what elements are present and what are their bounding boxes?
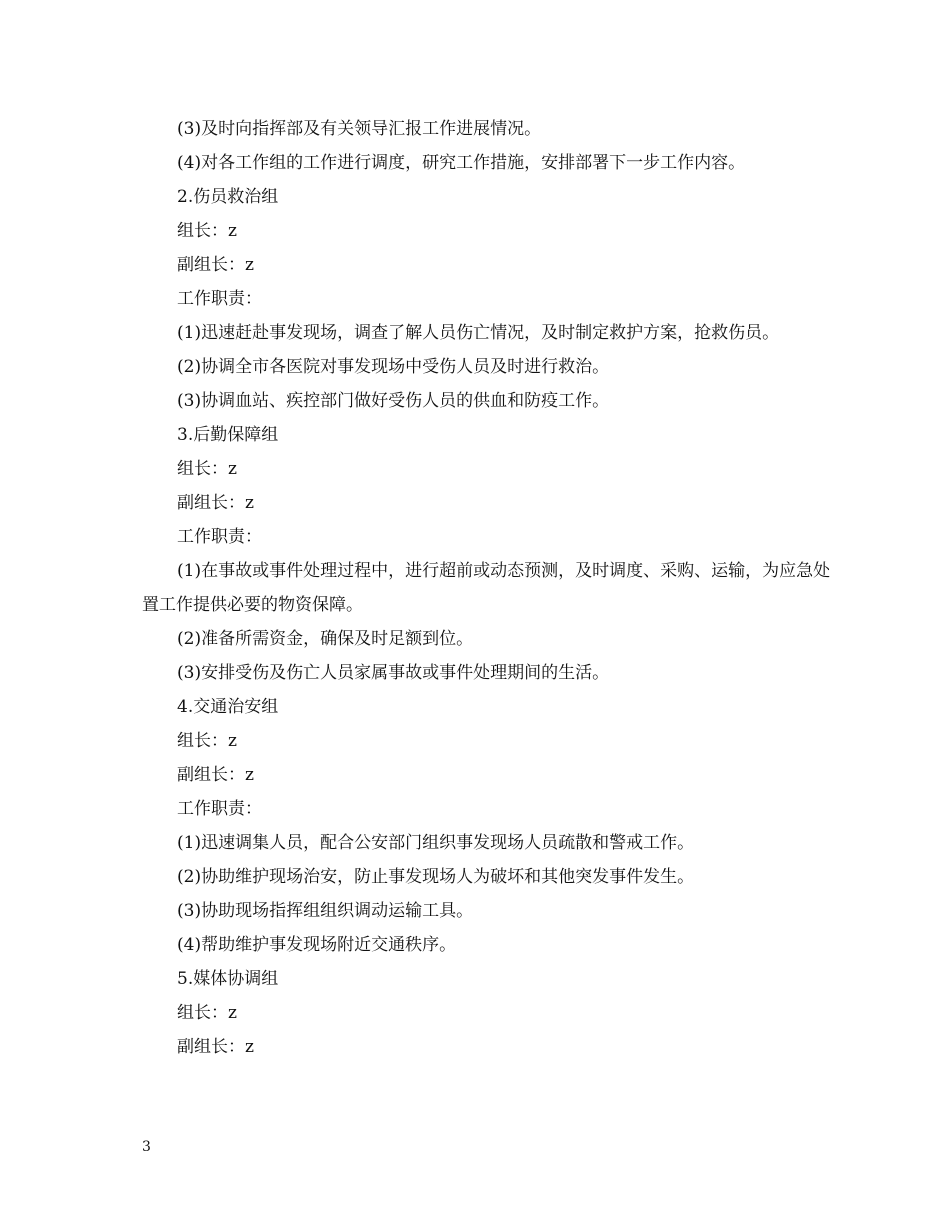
section-heading: 4.交通治安组 (177, 697, 279, 717)
paragraph: (3)协调血站、疾控部门做好受伤人员的供血和防疫工作。 (177, 391, 610, 411)
group-leader: 组长：z (177, 731, 237, 751)
page-number: 3 (142, 1139, 151, 1155)
document-body (142, 112, 832, 1064)
paragraph: (2)准备所需资金，确保及时足额到位。 (177, 629, 474, 649)
paragraph: (1)迅速赶赴事发现场，调查了解人员伤亡情况，及时制定救护方案，抢救伤员。 (177, 323, 780, 343)
duties-label: 工作职责： (177, 527, 262, 547)
group-leader: 组长：z (177, 1003, 237, 1023)
section-heading: 2.伤员救治组 (177, 187, 279, 207)
group-leader: 组长：z (177, 221, 237, 241)
duties-label: 工作职责： (177, 289, 262, 309)
paragraph: (2)协助维护现场治安，防止事发现场人为破坏和其他突发事件发生。 (177, 867, 695, 887)
paragraph: (3)协助现场指挥组组织调动运输工具。 (177, 901, 474, 921)
duties-label: 工作职责： (177, 799, 262, 819)
group-leader: 组长：z (177, 459, 237, 479)
paragraph: (2)协调全市各医院对事发现场中受伤人员及时进行救治。 (177, 357, 610, 377)
deputy-group-leader: 副组长：z (177, 765, 254, 785)
deputy-group-leader: 副组长：z (177, 1037, 254, 1057)
paragraph: (1)迅速调集人员，配合公安部门组织事发现场人员疏散和警戒工作。 (177, 833, 695, 853)
paragraph: (4)帮助维护事发现场附近交通秩序。 (177, 935, 457, 955)
deputy-group-leader: 副组长：z (177, 255, 254, 275)
paragraph: (4)对各工作组的工作进行调度，研究工作措施，安排部署下一步工作内容。 (177, 153, 746, 173)
paragraph: (3)及时向指挥部及有关领导汇报工作进展情况。 (177, 119, 542, 139)
paragraph: (3)安排受伤及伤亡人员家属事故或事件处理期间的生活。 (177, 663, 610, 683)
section-heading: 5.媒体协调组 (177, 969, 279, 989)
section-heading: 3.后勤保障组 (177, 425, 279, 445)
paragraph: (1)在事故或事件处理过程中，进行超前或动态预测，及时调度、采购、运输，为应急处置工作提供必要的物资保障。 (142, 561, 831, 615)
deputy-group-leader: 副组长：z (177, 493, 254, 513)
